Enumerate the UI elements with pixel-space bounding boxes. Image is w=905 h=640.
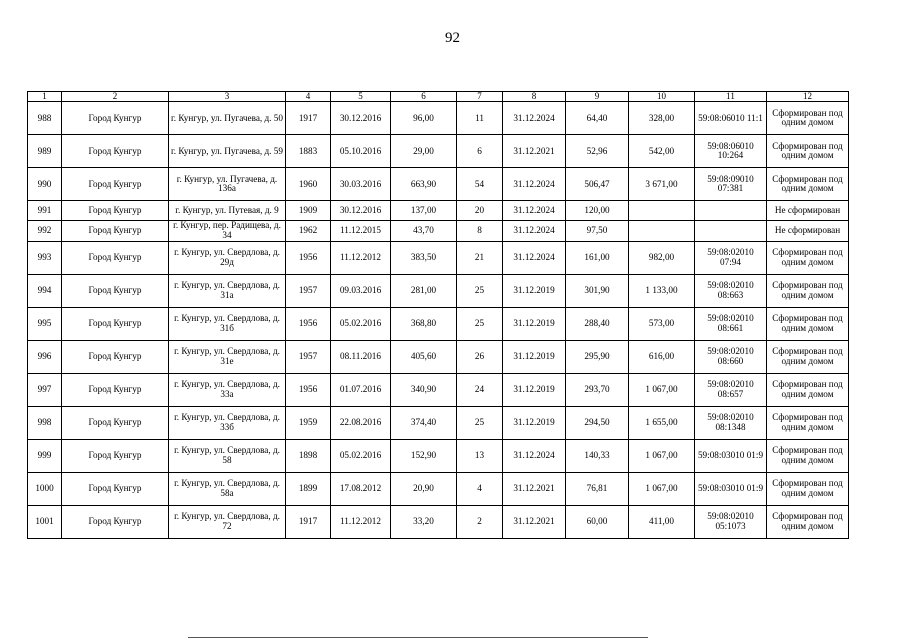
table-row [28,373,849,406]
land-status-cell: Сформирован под одним домом [767,168,849,201]
area-cell: 137,00 [391,201,457,221]
residents-cell: 25 [457,307,503,340]
cadastral-number-cell [695,201,767,221]
value-cell: 293,70 [566,373,629,406]
year-built-cell: 1956 [286,241,331,274]
year-built-cell: 1917 [286,102,331,135]
deadline-cell: 31.12.2021 [503,472,566,505]
land-area-cell: 1 067,00 [629,439,695,472]
area-cell: 20,90 [391,472,457,505]
record-number-cell: 997 [28,373,62,406]
address-cell: г. Кунгур, ул. Свердлова, д. 31е [169,340,286,373]
land-status-cell: Сформирован под одним домом [767,135,849,168]
value-cell: 161,00 [566,241,629,274]
address-cell: г. Кунгур, ул. Свердлова, д. 72 [169,505,286,538]
column-header: 8 [503,92,566,102]
land-status-cell: Сформирован под одним домом [767,340,849,373]
municipality-cell: Город Кунгур [62,373,169,406]
cadastral-number-cell: 59:08:02010 07:94 [695,241,767,274]
cadastral-number-cell: 59:08:02010 08:657 [695,373,767,406]
cadastral-number-cell: 59:08:02010 08:660 [695,340,767,373]
area-cell: 96,00 [391,102,457,135]
value-cell: 506,47 [566,168,629,201]
land-status-cell: Сформирован под одним домом [767,472,849,505]
date-cell: 05.02.2016 [331,307,391,340]
table-row [28,274,849,307]
table-row [28,505,849,538]
deadline-cell: 31.12.2024 [503,201,566,221]
year-built-cell: 1957 [286,274,331,307]
area-cell: 383,50 [391,241,457,274]
table-row [28,340,849,373]
column-header: 1 [28,92,62,102]
record-number-cell: 999 [28,439,62,472]
record-number-cell: 994 [28,274,62,307]
table-row [28,406,849,439]
deadline-cell: 31.12.2024 [503,168,566,201]
table-header-row [28,92,849,102]
municipality-cell: Город Кунгур [62,439,169,472]
residents-cell: 8 [457,221,503,241]
column-header: 11 [695,92,767,102]
value-cell: 140,33 [566,439,629,472]
residents-cell: 6 [457,135,503,168]
deadline-cell: 31.12.2021 [503,505,566,538]
table-row [28,307,849,340]
area-cell: 152,90 [391,439,457,472]
column-header: 10 [629,92,695,102]
value-cell: 120,00 [566,201,629,221]
value-cell: 295,90 [566,340,629,373]
date-cell: 11.12.2012 [331,505,391,538]
cadastral-number-cell [695,221,767,241]
deadline-cell: 31.12.2019 [503,274,566,307]
deadline-cell: 31.12.2024 [503,102,566,135]
land-status-cell: Сформирован под одним домом [767,373,849,406]
date-cell: 08.11.2016 [331,340,391,373]
date-cell: 30.03.2016 [331,168,391,201]
date-cell: 22.08.2016 [331,406,391,439]
year-built-cell: 1883 [286,135,331,168]
land-area-cell: 328,00 [629,102,695,135]
year-built-cell: 1960 [286,168,331,201]
address-cell: г. Кунгур, ул. Свердлова, д. 31а [169,274,286,307]
municipality-cell: Город Кунгур [62,472,169,505]
land-status-cell: Сформирован под одним домом [767,439,849,472]
municipality-cell: Город Кунгур [62,168,169,201]
record-number-cell: 991 [28,201,62,221]
cadastral-number-cell: 59:08:03010 01:9 [695,439,767,472]
cadastral-number-cell: 59:08:02010 08:1348 [695,406,767,439]
value-cell: 60,00 [566,505,629,538]
land-area-cell: 1 133,00 [629,274,695,307]
date-cell: 17.08.2012 [331,472,391,505]
table-row [28,221,849,241]
table-row [28,439,849,472]
table-row [28,472,849,505]
year-built-cell: 1898 [286,439,331,472]
address-cell: г. Кунгур, пер. Радищева, д. 34 [169,221,286,241]
address-cell: г. Кунгур, ул. Свердлова, д. 58а [169,472,286,505]
address-cell: г. Кунгур, ул. Свердлова, д. 33а [169,373,286,406]
value-cell: 52,96 [566,135,629,168]
year-built-cell: 1959 [286,406,331,439]
land-status-cell: Сформирован под одним домом [767,102,849,135]
column-header: 4 [286,92,331,102]
value-cell: 97,50 [566,221,629,241]
land-area-cell: 1 067,00 [629,472,695,505]
table-row [28,102,849,135]
record-number-cell: 992 [28,221,62,241]
land-status-cell: Сформирован под одним домом [767,406,849,439]
cadastral-number-cell: 59:08:03010 01:9 [695,472,767,505]
year-built-cell: 1909 [286,201,331,221]
land-status-cell: Сформирован под одним домом [767,505,849,538]
value-cell: 76,81 [566,472,629,505]
page-number: 92 [445,30,460,46]
deadline-cell: 31.12.2024 [503,221,566,241]
municipality-cell: Город Кунгур [62,406,169,439]
address-cell: г. Кунгур, ул. Свердлова, д. 58 [169,439,286,472]
record-number-cell: 988 [28,102,62,135]
residents-cell: 20 [457,201,503,221]
address-cell: г. Кунгур, ул. Свердлова, д. 29д [169,241,286,274]
date-cell: 01.07.2016 [331,373,391,406]
deadline-cell: 31.12.2019 [503,340,566,373]
land-area-cell: 542,00 [629,135,695,168]
record-number-cell: 993 [28,241,62,274]
land-area-cell [629,221,695,241]
year-built-cell: 1917 [286,505,331,538]
year-built-cell: 1957 [286,340,331,373]
column-header: 9 [566,92,629,102]
deadline-cell: 31.12.2019 [503,307,566,340]
record-number-cell: 1001 [28,505,62,538]
land-status-cell: Не сформирован [767,201,849,221]
residents-cell: 4 [457,472,503,505]
cadastral-number-cell: 59:08:02010 08:663 [695,274,767,307]
land-area-cell: 1 655,00 [629,406,695,439]
address-cell: г. Кунгур, ул. Свердлова, д. 33б [169,406,286,439]
year-built-cell: 1899 [286,472,331,505]
land-status-cell: Сформирован под одним домом [767,274,849,307]
cadastral-number-cell: 59:08:06010 10:264 [695,135,767,168]
land-status-cell: Не сформирован [767,221,849,241]
address-cell: г. Кунгур, ул. Пугачева, д. 59 [169,135,286,168]
land-area-cell: 982,00 [629,241,695,274]
table-row [28,135,849,168]
record-number-cell: 996 [28,340,62,373]
residents-cell: 2 [457,505,503,538]
year-built-cell: 1962 [286,221,331,241]
municipality-cell: Город Кунгур [62,135,169,168]
column-header: 5 [331,92,391,102]
record-number-cell: 1000 [28,472,62,505]
land-area-cell: 411,00 [629,505,695,538]
municipality-cell: Город Кунгур [62,221,169,241]
date-cell: 05.10.2016 [331,135,391,168]
deadline-cell: 31.12.2024 [503,439,566,472]
date-cell: 11.12.2012 [331,241,391,274]
deadline-cell: 31.12.2024 [503,241,566,274]
table-row [28,241,849,274]
residents-cell: 21 [457,241,503,274]
value-cell: 288,40 [566,307,629,340]
column-header: 7 [457,92,503,102]
column-header: 12 [767,92,849,102]
date-cell: 30.12.2016 [331,201,391,221]
record-number-cell: 989 [28,135,62,168]
municipality-cell: Город Кунгур [62,241,169,274]
address-cell: г. Кунгур, ул. Свердлова, д. 31б [169,307,286,340]
municipality-cell: Город Кунгур [62,340,169,373]
record-number-cell: 995 [28,307,62,340]
date-cell: 09.03.2016 [331,274,391,307]
land-area-cell [629,201,695,221]
land-area-cell: 616,00 [629,340,695,373]
area-cell: 663,90 [391,168,457,201]
record-number-cell: 990 [28,168,62,201]
cadastral-number-cell: 59:08:09010 07:381 [695,168,767,201]
address-cell: г. Кунгур, ул. Пугачева, д. 50 [169,102,286,135]
date-cell: 11.12.2015 [331,221,391,241]
table-row [28,201,849,221]
record-number-cell: 998 [28,406,62,439]
municipality-cell: Город Кунгур [62,307,169,340]
municipality-cell: Город Кунгур [62,102,169,135]
value-cell: 301,90 [566,274,629,307]
deadline-cell: 31.12.2021 [503,135,566,168]
residents-cell: 24 [457,373,503,406]
land-status-cell: Сформирован под одним домом [767,307,849,340]
residents-cell: 26 [457,340,503,373]
date-cell: 05.02.2016 [331,439,391,472]
municipality-cell: Город Кунгур [62,505,169,538]
address-cell: г. Кунгур, ул. Пугачева, д. 136а [169,168,286,201]
area-cell: 33,20 [391,505,457,538]
column-header: 6 [391,92,457,102]
value-cell: 294,50 [566,406,629,439]
area-cell: 368,80 [391,307,457,340]
area-cell: 29,00 [391,135,457,168]
area-cell: 340,90 [391,373,457,406]
land-status-cell: Сформирован под одним домом [767,241,849,274]
area-cell: 405,60 [391,340,457,373]
municipality-cell: Город Кунгур [62,201,169,221]
land-area-cell: 3 671,00 [629,168,695,201]
area-cell: 43,70 [391,221,457,241]
year-built-cell: 1956 [286,307,331,340]
deadline-cell: 31.12.2019 [503,406,566,439]
bottom-divider [188,637,648,638]
housing-registry-table [27,91,849,539]
address-cell: г. Кунгур, ул. Путевая, д. 9 [169,201,286,221]
land-area-cell: 573,00 [629,307,695,340]
residents-cell: 54 [457,168,503,201]
residents-cell: 13 [457,439,503,472]
deadline-cell: 31.12.2019 [503,373,566,406]
area-cell: 374,40 [391,406,457,439]
date-cell: 30.12.2016 [331,102,391,135]
area-cell: 281,00 [391,274,457,307]
cadastral-number-cell: 59:08:02010 05:1073 [695,505,767,538]
table-body [28,102,849,538]
table-row [28,168,849,201]
column-header: 2 [62,92,169,102]
residents-cell: 25 [457,274,503,307]
year-built-cell: 1956 [286,373,331,406]
column-header: 3 [169,92,286,102]
residents-cell: 25 [457,406,503,439]
residents-cell: 11 [457,102,503,135]
municipality-cell: Город Кунгур [62,274,169,307]
land-area-cell: 1 067,00 [629,373,695,406]
cadastral-number-cell: 59:08:06010 11:1 [695,102,767,135]
value-cell: 64,40 [566,102,629,135]
cadastral-number-cell: 59:08:02010 08:661 [695,307,767,340]
